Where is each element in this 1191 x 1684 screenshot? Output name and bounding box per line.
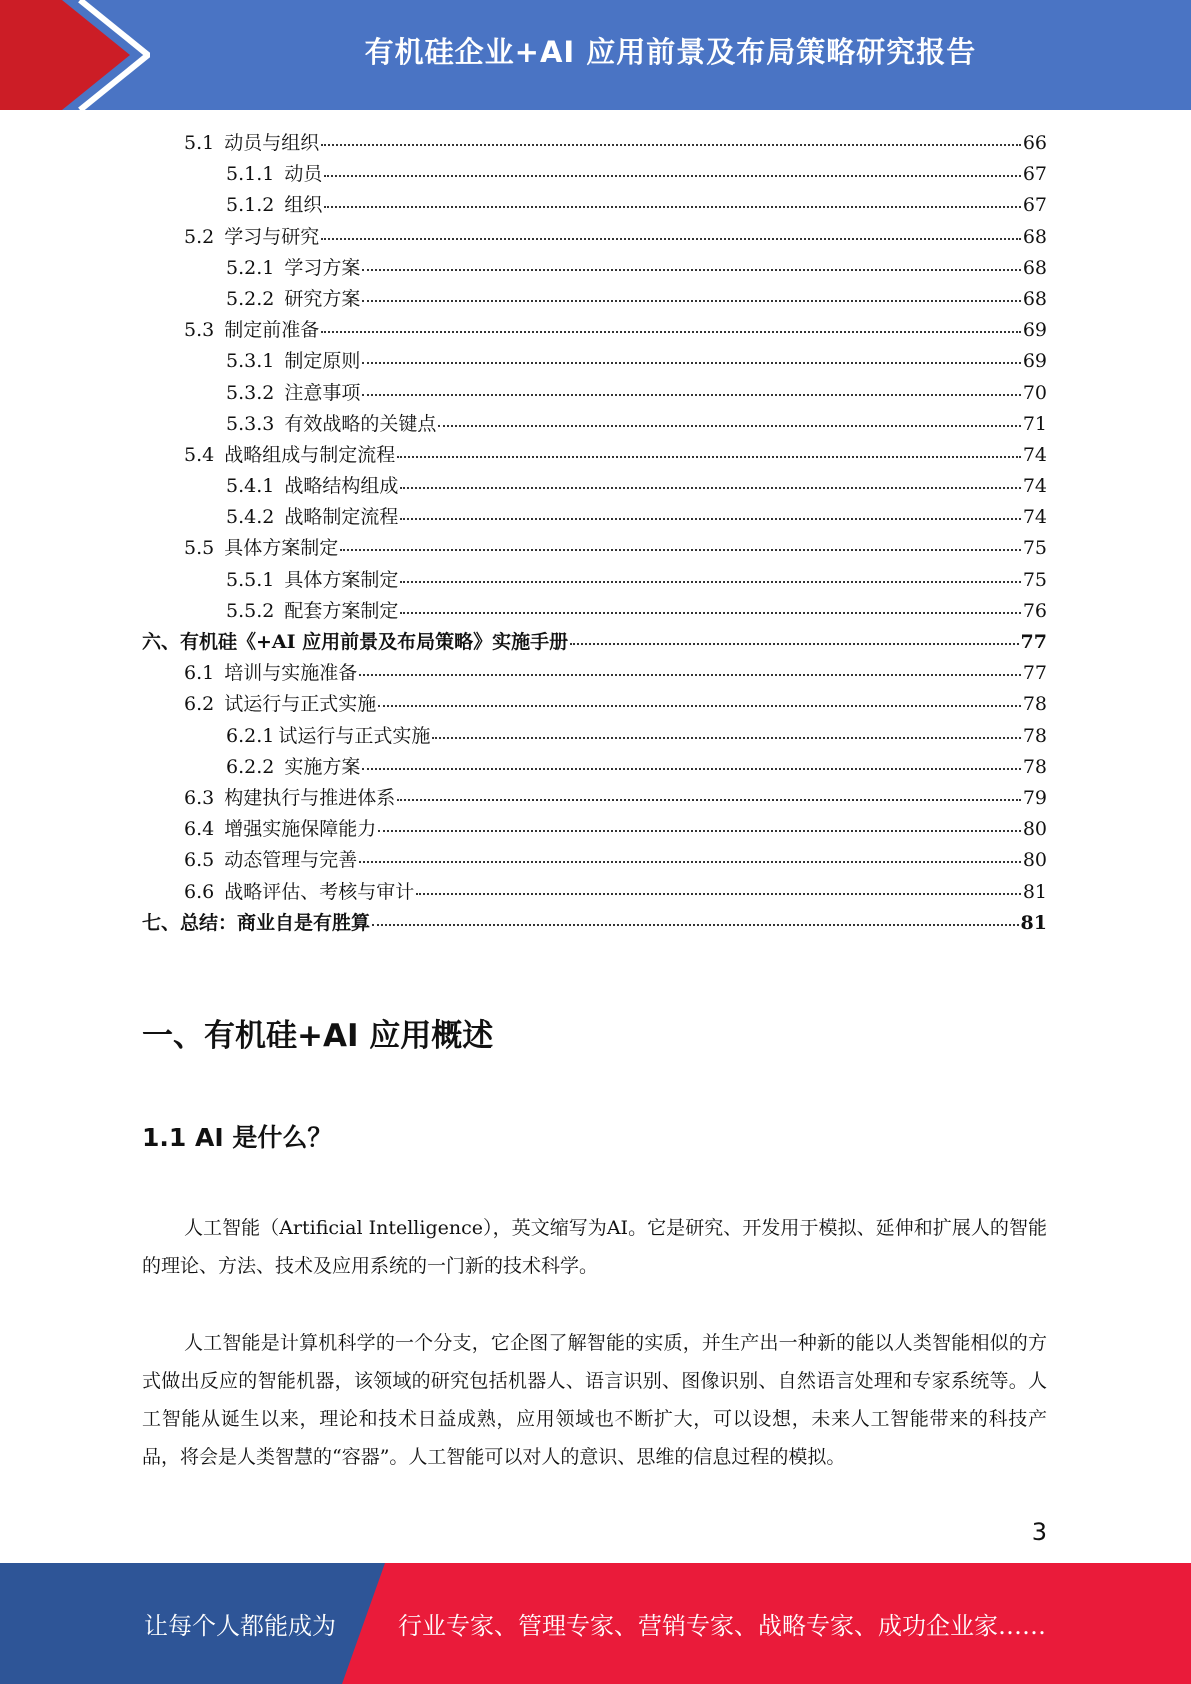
body-paragraph: 人工智能（Artificial Intelligence），英文缩写为AI。它是研究、开发用于模拟、延伸和扩展人的智能的理论、方法、技术及应用系统的一门新的技术科学。 [142,1217,1047,1277]
toc-page: 74 [1022,506,1047,529]
toc-entry[interactable] [142,721,1047,752]
toc-number: 5.5.1 [226,568,275,591]
footer-slogan-left: 让每个人都能成为 [144,1612,336,1640]
toc-leader [362,394,1020,396]
toc-entry[interactable] [142,284,1047,315]
toc-number: 6.2.1 [226,724,275,747]
toc-leader [400,612,1020,614]
toc-page: 81 [1020,911,1047,934]
toc-number: 5.1.2 [226,194,275,217]
toc-leader [324,206,1020,208]
toc-entry[interactable] [142,533,1047,564]
toc-entry[interactable] [142,190,1047,221]
toc-entry[interactable] [142,845,1047,876]
toc-leader [321,331,1021,333]
toc-page: 69 [1022,319,1047,342]
toc-entry[interactable] [142,502,1047,533]
toc-number: 5.1 [184,132,215,154]
toc-title: 具体方案制定 [224,537,339,560]
toc-leader [362,362,1020,364]
toc-page: 77 [1020,631,1047,653]
toc-title: 有效战略的关键点 [284,412,437,435]
toc-title: 战略结构组成 [284,475,399,498]
table-of-contents [142,128,1047,939]
toc-number: 5.2.2 [226,287,275,310]
toc-page: 68 [1022,287,1047,310]
toc-page: 74 [1022,443,1047,466]
toc-page: 75 [1022,537,1047,560]
toc-leader [400,581,1020,583]
toc-number: 5.1.1 [226,163,275,186]
toc-leader [321,238,1021,240]
toc-title: 构建执行与推进体系 [224,786,396,809]
toc-entry[interactable] [142,409,1047,440]
toc-title: 培训与实施准备 [224,662,358,685]
toc-title: 试运行与正式实施 [224,693,377,716]
toc-entry[interactable] [142,783,1047,814]
section-heading: 1.1 AI 是什么？ [142,1123,333,1152]
toc-number: 5.4 [184,443,215,466]
toc-number: 5.3.3 [226,412,275,435]
toc-leader [362,300,1020,302]
toc-number: 5.2.1 [226,256,275,279]
toc-title: 增强实施保障能力 [224,818,377,841]
chapter-heading: 一、有机硅+AI 应用概述 [142,1018,494,1054]
toc-entry[interactable] [142,596,1047,627]
toc-number: 5.5.2 [226,599,275,622]
toc-number: 5.3 [184,319,215,342]
toc-leader [340,549,1021,551]
toc-number: 6.6 [184,880,215,903]
toc-leader [359,861,1021,863]
toc-title: 试运行与正式实施 [278,724,431,747]
toc-title: 组织 [284,194,323,217]
toc-leader [432,737,1020,739]
toc-title: 学习方案 [284,256,361,279]
toc-entry[interactable] [142,440,1047,471]
toc-page: 78 [1022,693,1047,716]
toc-title: 研究方案 [284,287,361,310]
toc-page: 70 [1022,381,1047,404]
toc-page: 80 [1022,849,1047,872]
toc-page: 68 [1022,225,1047,248]
toc-title: 注意事项 [284,381,361,404]
toc-leader [438,425,1020,427]
toc-number: 6.1 [184,662,215,685]
toc-leader [324,175,1020,177]
toc-leader [397,456,1021,458]
toc-entry[interactable] [142,877,1047,908]
toc-entry[interactable] [142,378,1047,409]
toc-leader [362,269,1020,271]
toc-title: 战略组成与制定流程 [224,443,396,466]
toc-title: 动员 [284,163,323,186]
page-number: 3 [1031,1518,1047,1546]
toc-entry[interactable] [142,253,1047,284]
toc-entry[interactable] [142,222,1047,253]
toc-entry[interactable] [142,159,1047,190]
toc-number: 5.5 [184,537,215,560]
toc-title: 战略制定流程 [284,506,399,529]
toc-entry-chapter[interactable] [142,908,1047,939]
toc-entry[interactable] [142,658,1047,689]
toc-page: 67 [1022,163,1047,186]
toc-leader [400,487,1020,489]
toc-number: 5.3.1 [226,350,275,373]
toc-number: 6.5 [184,849,215,872]
toc-number: 5.3.2 [226,381,275,404]
toc-title: 实施方案 [284,755,361,778]
toc-title: 制定前准备 [224,319,320,342]
toc-page: 68 [1022,256,1047,279]
page-header [0,0,1191,110]
toc-leader [378,830,1021,832]
toc-entry[interactable] [142,346,1047,377]
toc-title: 七、总结：商业自是有胜算 [142,911,371,934]
toc-number: 6.4 [184,818,215,841]
toc-page: 76 [1022,599,1047,622]
toc-entry[interactable] [142,471,1047,502]
toc-number: 6.3 [184,786,215,809]
toc-entry[interactable] [142,128,1047,159]
toc-page: 79 [1022,786,1047,809]
toc-entry[interactable] [142,752,1047,783]
toc-leader [378,705,1021,707]
toc-page: 78 [1022,724,1047,747]
toc-page: 78 [1022,755,1047,778]
footer-slogan-right: 行业专家、管理专家、营销专家、战略专家、成功企业家…… [398,1612,1046,1640]
toc-entry[interactable] [142,689,1047,720]
header-arrow-decoration [0,0,150,110]
toc-page: 71 [1022,412,1047,435]
toc-title: 学习与研究 [224,225,320,248]
toc-leader [359,674,1021,676]
toc-title: 具体方案制定 [284,568,399,591]
toc-page: 81 [1022,880,1047,903]
toc-title: 配套方案制定 [284,599,399,622]
toc-leader [570,643,1018,645]
toc-entry[interactable] [142,565,1047,596]
toc-title: 制定原则 [284,350,361,373]
toc-leader [321,144,1021,146]
toc-entry[interactable] [142,814,1047,845]
toc-number: 5.4.1 [226,475,275,498]
body-paragraph: 人工智能是计算机科学的一个分支，它企图了解智能的实质，并生产出一种新的能以人类智能相似的方式做出反应的智能机器，该领域的研究包括机器人、语言识别、图像识别、自然语言处理和专家系统等。人工智能从诞生以来，理论和技术日益成熟，应用领域也不断扩大，可以设想，未来人工智能带来的科技产品，将会是人类智慧的“容器”。人工智能可以对人的意识、思维的信息过程的模拟。 [142,1332,1047,1468]
toc-page: 80 [1022,818,1047,841]
toc-title: 动员与组织 [224,132,320,154]
toc-leader [362,768,1020,770]
toc-page: 74 [1022,475,1047,498]
page-footer [0,1563,1191,1684]
toc-entry[interactable] [142,315,1047,346]
toc-page: 66 [1022,132,1047,154]
toc-number: 6.2 [184,693,215,716]
toc-title: 六、有机硅《+AI 应用前景及布局策略》实施手册 [142,631,569,653]
header-title: 有机硅企业+AI 应用前景及布局策略研究报告 [364,34,977,69]
toc-leader [400,518,1020,520]
toc-page: 67 [1022,194,1047,217]
toc-number: 6.2.2 [226,755,275,778]
toc-number: 5.4.2 [226,506,275,529]
toc-number: 5.2 [184,225,215,248]
toc-entry-chapter[interactable] [142,627,1047,658]
toc-title: 战略评估、考核与审计 [224,880,415,903]
toc-leader [397,799,1021,801]
toc-page: 75 [1022,568,1047,591]
toc-leader [416,893,1021,895]
toc-leader [372,924,1019,926]
toc-page: 69 [1022,350,1047,373]
toc-page: 77 [1022,662,1047,685]
toc-title: 动态管理与完善 [224,849,358,872]
